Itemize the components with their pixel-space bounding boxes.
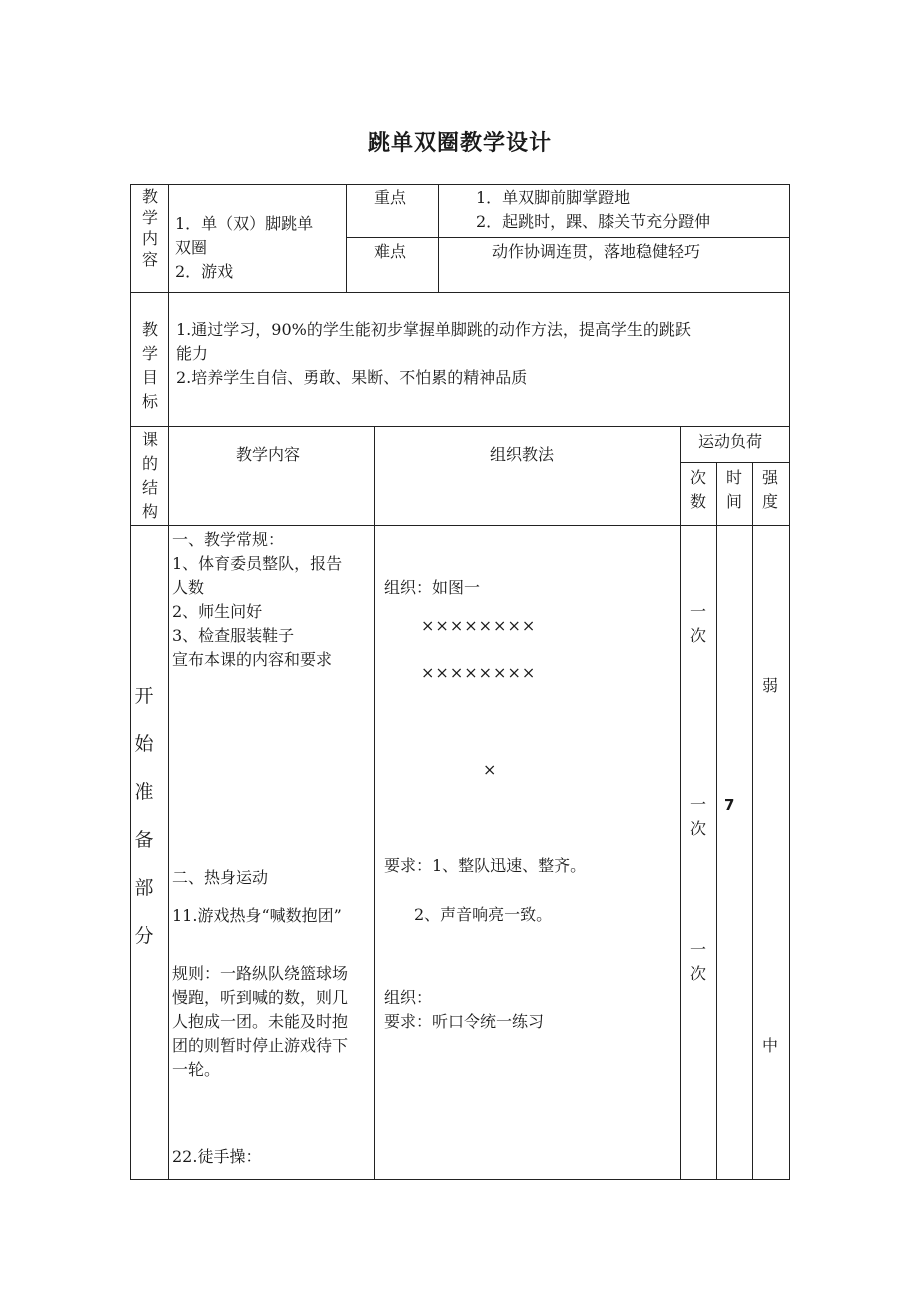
time-value: 7 [724,796,735,814]
page-title: 跳单双圈教学设计 [367,131,552,156]
difficulty-label: 难点 [374,242,407,261]
count-header: 次 数 [689,468,706,511]
intensity-weak: 弱 [762,676,779,695]
section1-label: 教 学 内 容 [141,187,158,269]
structure-label: 课 的 结 构 [141,430,158,521]
org-text-2: 组织： [384,988,433,1007]
game-rules: 规则：一路纵队绕篮球场 慢跑，听到喊的数，则几 人抱成一团。未能及时抱 团的则暂时停止游戏待下 一轮。 [172,964,349,1079]
warmup-title: 二、热身运动 [172,868,269,887]
formation-row-2: ×××××××× [421,663,537,682]
objectives-text: 1.通过学习，90%的学生能初步掌握单脚跳的动作方法，提高学生的跳跃 能力 2.培养学生自信、勇敢、果断、不怕累的精神品质 [176,320,691,387]
method-header: 组织教法 [490,445,555,464]
part-label: 开 始 准 备 部 分 [134,685,154,947]
formation-row-1: ×××××××× [421,616,537,635]
intensity-header: 强 度 [761,468,778,511]
teacher-mark: × [483,760,497,779]
count-2: 一 次 [689,795,706,838]
time-header: 时 间 [725,468,742,511]
exercise-title: 22.徒手操： [172,1147,262,1166]
objectives-label: 教 学 目 标 [141,320,158,411]
intensity-medium: 中 [762,1036,779,1055]
content-header: 教学内容 [236,445,301,464]
load-header: 运动负荷 [698,432,763,451]
section1-content: 1．单（双）脚跳单 双圈 2．游戏 [175,214,314,281]
requirement-1: 要求：1、整队迅速、整齐。 [384,856,587,875]
key-points: 1．单双脚前脚掌蹬地 2．起跳时，踝、膝关节充分蹬伸 [476,188,711,231]
key-points-label: 重点 [374,188,407,207]
org-text: 组织：如图一 [384,578,481,597]
routine-list: 一、教学常规： 1、体育委员整队，报告 人数 2、师生问好 3、检查服装鞋子 宣布本课的内容和要求 [172,530,343,669]
requirement-3: 要求：听口令统一练习 [384,1012,545,1031]
count-1: 一 次 [689,602,706,645]
game-title: 11.游戏热身“喊数抱团” [172,906,342,925]
requirement-2: 2、声音响亮一致。 [414,905,553,924]
count-3: 一 次 [689,940,706,983]
difficulty: 动作协调连贯，落地稳健轻巧 [492,242,701,261]
